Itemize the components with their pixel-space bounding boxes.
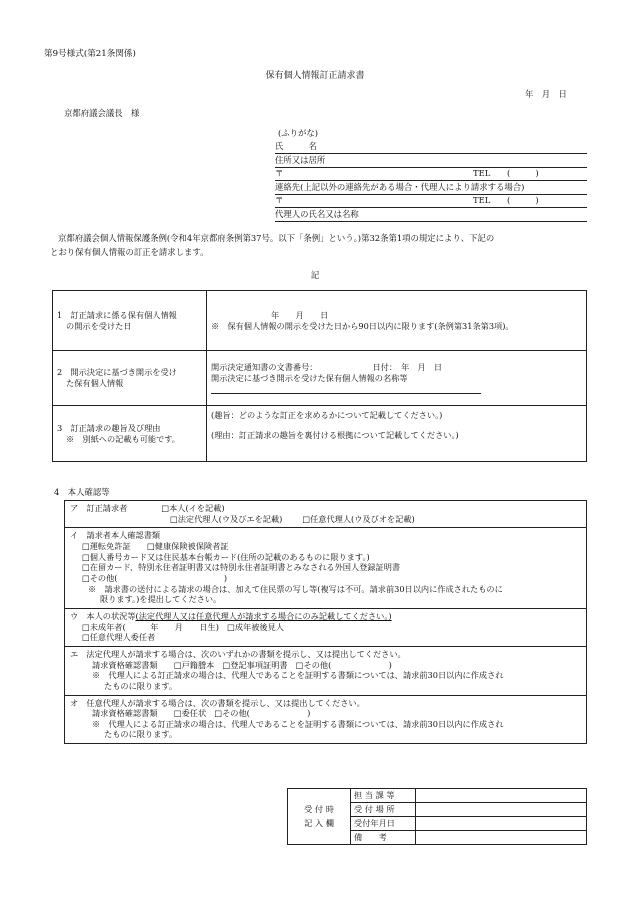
legal-agent-heading: エ 法定代理人が請求する場合は、次のいずれかの書類を提示し、又は提出してください。 xyxy=(70,648,406,659)
form-number: 第9号様式(第21条関係) xyxy=(44,49,136,59)
reception-place-label: 受 付 場 所 xyxy=(351,803,416,817)
item-2-value xyxy=(207,351,587,406)
reception-table xyxy=(287,788,587,845)
checkbox-self[interactable]: □本人(イを記載) xyxy=(161,503,225,513)
reception-place-field[interactable] xyxy=(416,803,587,817)
disclosed-info-name-label: 開示決定に基づき開示を受けた保有個人情報の名称等 xyxy=(211,373,408,383)
checkbox-mynumber-card[interactable]: □個人番号カード又は住民基本台帳カード(住所の記載のあるものに限ります。) xyxy=(82,551,370,562)
identity-row-o xyxy=(65,695,587,744)
identity-row-e xyxy=(65,646,587,695)
furigana-label: (ふりがな) xyxy=(278,128,319,138)
item-1-label-line-1: 1 訂正請求に係る保有個人情報 xyxy=(57,309,177,320)
checkbox-legal-agent[interactable]: □法定代理人(ウ及びエを記載) xyxy=(170,513,283,524)
address-label: 住所又は居所 xyxy=(275,155,326,165)
reception-label-line-2: 記 入 欄 xyxy=(304,817,334,828)
department-label: 担 当 課 等 xyxy=(351,789,416,803)
item-2-label-line-2: た保有個人情報 xyxy=(66,378,124,388)
checkbox-other-id[interactable]: □その他( ) xyxy=(82,572,228,583)
address-line xyxy=(275,167,587,168)
identity-heading: 4 本人確認等 xyxy=(54,487,110,497)
checkbox-voluntary-agent[interactable]: □任意代理人(ウ及びオを記載) xyxy=(302,513,415,524)
identity-cell-u xyxy=(65,608,587,646)
legal-agent-note-1: ※ 代理人による訂正請求の場合は、代理人であることを証明する書類については、請求前30日以内に作成され xyxy=(92,670,504,681)
principal-status-heading: ウ 本人の状況等 xyxy=(70,610,136,621)
name-label: 氏 名 xyxy=(275,141,317,151)
item-3-value xyxy=(207,406,587,462)
identity-row-u xyxy=(65,608,587,646)
item-row-1 xyxy=(53,291,587,351)
notice-date-label: 日付： 年 月 日 xyxy=(372,362,443,373)
tel-2: TEL ( ) xyxy=(473,195,539,205)
reception-date-field[interactable] xyxy=(416,817,587,831)
item-3-label-line-1: 3 訂正請求の趣旨及び理由 xyxy=(57,422,161,433)
reception-label xyxy=(288,789,351,845)
reception-label-line-1: 受 付 時 xyxy=(304,803,334,814)
contact-line xyxy=(275,194,587,195)
reception-date-label: 受付年月日 xyxy=(351,817,416,831)
agent-name-line xyxy=(275,221,587,222)
item-row-3 xyxy=(53,406,587,462)
checkbox-minor-adult-ward[interactable]: □未成年者( 年 月 日生) □成年被後見人 xyxy=(82,621,284,632)
name-line xyxy=(275,153,587,154)
postal-line-1 xyxy=(275,180,587,181)
ki-heading: 記 xyxy=(310,270,320,280)
reception-row-1 xyxy=(288,789,587,803)
identity-row-a xyxy=(65,501,587,528)
identity-table xyxy=(64,500,587,744)
item-3-label xyxy=(53,406,207,462)
checkbox-license-insurance[interactable]: □運転免許証 □健康保険被保険者証 xyxy=(82,540,229,551)
item-row-2 xyxy=(53,351,587,406)
item-1-value xyxy=(207,291,587,351)
tel-1: TEL ( ) xyxy=(473,168,539,178)
department-field[interactable] xyxy=(416,789,587,803)
addressee: 京都府議会議長 様 xyxy=(64,108,140,118)
checkbox-delegator[interactable]: □任意代理人委任者 xyxy=(82,632,156,643)
body-text-line-1: 京都府議会個人情報保護条例(令和4年京都府条例第37号。以下「条例」という。)第32条第1項の規定により、下記の xyxy=(58,233,495,243)
item-2-label xyxy=(53,351,207,406)
voluntary-agent-heading: オ 任意代理人が請求する場合は、次の書類を提示し、又は提出してください。 xyxy=(70,697,365,708)
identity-cell-o xyxy=(65,695,587,744)
identity-cell-i xyxy=(65,528,587,609)
principal-status-note: (法定代理人又は任意代理人が請求する場合にのみ記載してください。) xyxy=(135,610,392,621)
agent-name-label: 代理人の氏名又は名称 xyxy=(275,209,359,219)
disclosure-date: 年 月 日 xyxy=(271,309,329,320)
legal-agent-documents[interactable]: 請求資格確認書類 □戸籍謄本 □登記事項証明書 □その他( ) xyxy=(92,659,392,670)
identity-cell-e xyxy=(65,646,587,695)
voluntary-agent-note-1: ※ 代理人による訂正請求の場合は、代理人であることを証明する書類については、請求前30日以内に作成され xyxy=(92,718,504,729)
date-line: 年 月 日 xyxy=(525,89,567,99)
voluntary-agent-documents[interactable]: 請求資格確認書類 □委任状 □その他( ) xyxy=(92,708,311,719)
requester-type-label: ア 訂正請求者 xyxy=(70,503,128,513)
postal-mark-1: 〒 xyxy=(275,168,284,178)
item-1-note: ※ 保有個人情報の開示を受けた日から90日以内に限ります(条例第31条第3項)。 xyxy=(211,320,514,331)
id-documents-heading: イ 請求者本人確認書類 xyxy=(70,530,161,541)
purpose-note: (趣旨：どのような訂正を求めるかについて記載してください。) xyxy=(211,410,443,420)
item-1-label-line-2: の開示を受けた日 xyxy=(66,320,132,331)
identity-cell-a xyxy=(65,501,587,528)
voluntary-agent-note-2: たものに限ります。 xyxy=(104,729,178,740)
form-title: 保有個人情報訂正請求書 xyxy=(265,71,365,81)
checkbox-residence-card[interactable]: □在留カード、特別永住者証明書又は特別永住者証明書とみなされる外国人登録証明書 xyxy=(82,562,401,573)
item-1-label xyxy=(53,291,207,351)
item-3-label-line-2: ※ 別紙への記載も可能です。 xyxy=(66,433,180,444)
remarks-label: 備 考 xyxy=(351,831,416,845)
legal-agent-note-2: たものに限ります。 xyxy=(104,680,178,691)
item-2-label-line-1: 2 開示決定に基づき開示を受け xyxy=(57,367,177,378)
postal-mark-2: 〒 xyxy=(275,195,284,205)
request-items-table xyxy=(52,290,587,462)
remarks-field[interactable] xyxy=(416,831,587,845)
document-number-label: 開示決定通知書の文書番号： xyxy=(211,362,318,373)
body-text-line-2: とおり保有個人情報の訂正を請求します。 xyxy=(50,247,209,257)
reason-note: (理由：訂正請求の趣旨を裏付ける根拠について記載してください。) xyxy=(211,429,459,440)
identity-row-i xyxy=(65,528,587,609)
contact-label: 連絡先(上記以外の連絡先がある場合・代理人により請求する場合) xyxy=(275,182,525,192)
mail-request-note-1: ※ 請求書の送付による請求の場合は、加えて住民票の写し等(複写は不可。請求前30日以内に作成されたものに xyxy=(88,583,503,594)
mail-request-note-2: 限ります。)を提出してください。 xyxy=(100,594,222,605)
disclosed-info-line xyxy=(211,384,481,394)
postal-line-2 xyxy=(275,207,587,208)
